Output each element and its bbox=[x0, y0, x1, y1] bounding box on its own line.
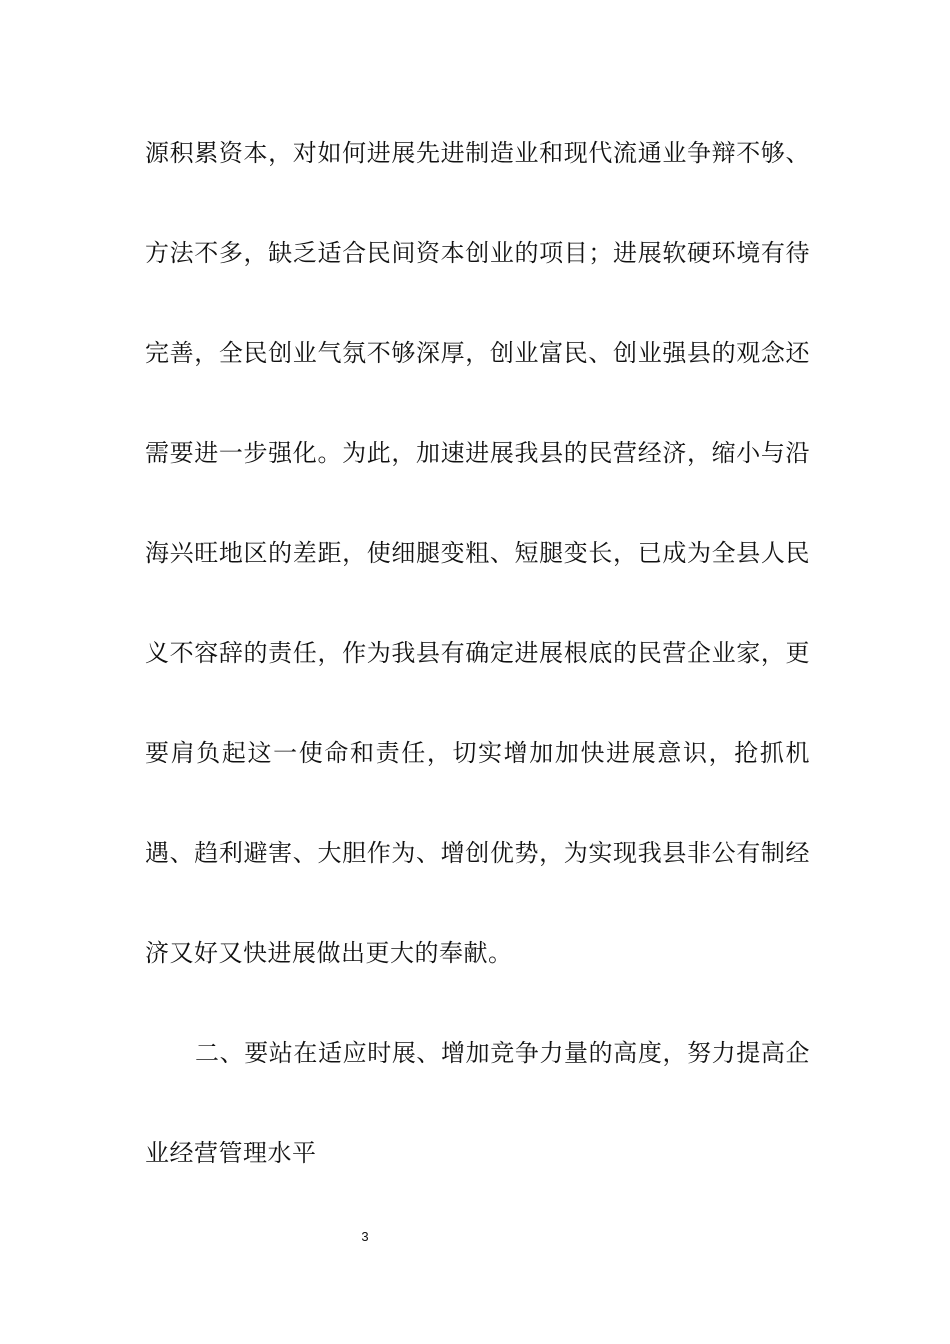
paragraph-line: 需要进一步强化。为此，加速进展我县的民营经济，缩小与沿 bbox=[145, 439, 810, 467]
paragraph-line: 海兴旺地区的差距，使细腿变粗、短腿变长，已成为全县人民 bbox=[145, 539, 810, 567]
paragraph-line: 义不容辞的责任，作为我县有确定进展根底的民营企业家，更 bbox=[145, 639, 810, 667]
paragraph-line: 完善，全民创业气氛不够深厚，创业富民、创业强县的观念还 bbox=[145, 339, 810, 367]
paragraph-line: 源积累资本，对如何进展先进制造业和现代流通业争辩不够、 bbox=[145, 139, 810, 167]
paragraph-line: 要肩负起这一使命和责任，切实增加加快进展意识，抢抓机 bbox=[145, 739, 810, 767]
paragraph-line: 方法不多，缺乏适合民间资本创业的项目；进展软硬环境有待 bbox=[145, 239, 810, 267]
paragraph-line: 济又好又快进展做出更大的奉献。 bbox=[145, 939, 513, 967]
paragraph-line: 遇、趋利避害、大胆作为、增创优势，为实现我县非公有制经 bbox=[145, 839, 810, 867]
section-heading-line: 业经营管理水平 bbox=[145, 1139, 317, 1167]
section-heading-line: 二、要站在适应时展、增加竞争力量的高度，努力提高企 bbox=[195, 1039, 810, 1067]
page-number: 3 bbox=[361, 1229, 369, 1244]
